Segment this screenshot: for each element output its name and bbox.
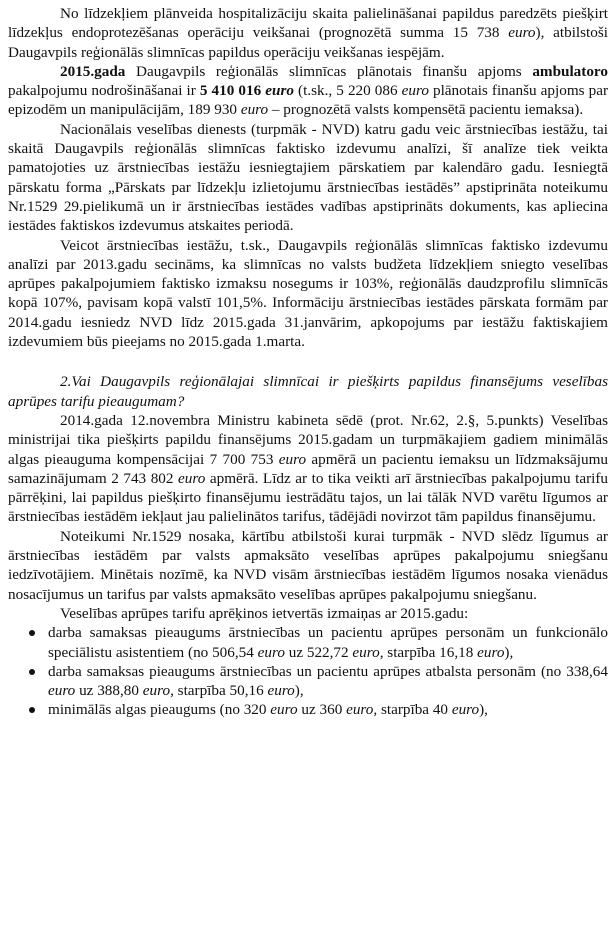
text-run: minimālās algas pieaugums (no 320 [48, 701, 271, 719]
italic-text: euro [48, 682, 76, 700]
bullet-dot-icon [29, 630, 35, 636]
text-run: uz 360 [297, 701, 347, 719]
text-run: plānotais finanšu apjoms par epizodēm un manipulācijām, 189 930 [8, 82, 609, 119]
italic-text: euro [477, 643, 505, 661]
text-run: darba samaksas pieaugums ārstniecības un pacientu aprūpes personām un funkcionālo speciālistu asistentiem (no 506,54 [48, 624, 608, 661]
text-run: Veselības aprūpes tarifu aprēķinos ietvertās izmaiņas ar 2015.gadu: [60, 604, 469, 622]
bullet-dot-icon [29, 669, 35, 675]
text-run: ), [504, 643, 514, 661]
bold-text: 5 410 016 [199, 82, 266, 100]
italic-text: 2.Vai Daugavpils reģionālajai slimnīcai ir piešķirts papildus finansējums veselības aprūpes tarifu pieaugumam? [8, 373, 608, 410]
text-run: ), [294, 682, 304, 700]
text-run: , starpība 50,16 [170, 682, 268, 700]
italic-text: euro [352, 643, 380, 661]
text-run: apmērā un pacientu iemaksu un līdzmaksājumu samazinājumam 2 743 802 [8, 450, 608, 487]
text-run: darba samaksas pieaugums ārstniecības un pacientu aprūpes atbalsta personām (no 338,64 [48, 662, 608, 680]
text-run: Nacionālais veselības dienests (turpmāk - NVD) katru gadu veic ārstniecības iestāžu, tai skaitā Daugavpils reģionālās slimnīcas faktisko izdevumu analīzi, šī analīze tiek veikta pamatojoties uz ārstniecības iestāžu iesniegtajiem pārskatiem par kalendāro gadu. Iesniegtā pārskatu forma „Pārskats par līdzekļu izlietojumu ārstniecības iestādēs” apstiprināta noteikumu Nr.1529 29.pielikumā un ir ārstniecības iestādes vadības apstiprināts dokuments, kas apliecina iestādes faktiskos izdevumus atskaites periodā. [8, 120, 608, 235]
bullet-dot-icon [29, 707, 35, 713]
text-run: ), atbilstoši Daugavpils reģionālās slimnīcas papildus operāciju veikšanas iespējām. [8, 24, 608, 61]
text-run: Noteikumi Nr.1529 nosaka, kārtību atbilstoši kurai turpmāk - NVD slēdz līgumus ar ārstniecības iestādēm par valsts apmaksāto veselības aprūpes pakalpojumu sniegšanu iedzīvotājiem. Minētais nozīmē, ka NVD visām ārstniecības iestādēm līgumos nosaka vienādus nosacījumus un tarifus par valsts apmaksāto veselības aprūpes pakalpojumu sniegšanu. [8, 527, 608, 603]
paragraph [8, 120, 608, 236]
italic-text: euro [178, 469, 206, 487]
italic-text: euro [346, 701, 374, 719]
text-run: Daugavpils reģionālās slimnīcas plānotais finanšu apjoms [125, 62, 533, 80]
tariff-changes-list [8, 623, 608, 719]
text-run: pakalpojumu nodrošināšanai ir [8, 82, 200, 100]
paragraph [8, 604, 608, 623]
question-heading [8, 372, 608, 411]
italic-text: euro [270, 701, 298, 719]
text-run: ), [479, 701, 488, 719]
italic-text: euro [142, 682, 171, 700]
text-run: 2014.gada 12.novembra Ministru kabineta sēdē (prot. Nr.62, 2.§, 5.punkts) Veselības ministrijai tika piešķirts papildu finansējums 2015.gadam un turpmākajiem gadiem minimālās algas pieauguma kompensācijai 7 700 753 [8, 411, 608, 468]
text-run: (t.sk., 5 220 086 [293, 82, 402, 100]
text-run: uz 388,80 [75, 682, 143, 700]
text-run: Veicot ārstniecības iestāžu, t.sk., Daugavpils reģionālās slimnīcas faktisko izdevumu analīzi par 2013.gadu secināms, ka slimnīcas no valsts budžeta līdzekļiem sniegto veselības aprūpes pakalpojumiem faktisko izmaksu nosegums ir 103%, reģionālās daudzprofilu slimnīcās kopā 107%, pavisam kopā valstī 101,5%. Informāciju ārstniecības iestādes pārskata formām par 2014.gadu iesniedz NVD līdz 2015.gada 31.janvārim, apkopojums par iestāžu faktiskajiem izdevumiem būs pieejams no 2015.gada 1.marta. [8, 236, 608, 351]
paragraph [8, 236, 608, 352]
bullet-item [8, 700, 608, 719]
bold-text: 2015.gada [60, 62, 126, 80]
paragraph [8, 411, 608, 527]
paragraph [8, 4, 608, 62]
text-run: apmērā. Līdz ar to tika veikti arī ārstniecības pakalpojumu tarifu pārrēķini, lai papildus piešķirto finansējumu iestrādātu tajos, un lai tālāk NVD varētu līgumos ar ārstniecības iestādēm iekļaut jau palielinātos tarifus, tādējādi novirzot tām papildus finansējumu. [8, 469, 608, 526]
italic-text: euro [401, 82, 429, 100]
bold-text: ambulatoro [532, 62, 608, 80]
text-run: uz 522,72 [284, 643, 353, 661]
text-run: – prognozētā valsts kompensētā pacientu iemaksa). [268, 101, 584, 119]
text-run: , starpība 40 [373, 701, 452, 719]
italic-text: euro [240, 101, 269, 119]
text-run: No līdzekļiem plānveida hospitalizāciju skaita palielināšanai papildus paredzēts piešķirt līdzekļus endoprotezēšanas operāciju veikšanai (prognozētā summa 15 738 [8, 5, 608, 42]
paragraph [8, 527, 608, 604]
italic-text: euro [508, 24, 536, 42]
document-body [8, 4, 608, 623]
bullet-item [8, 623, 608, 662]
paragraph [8, 62, 608, 120]
bullet-item [8, 662, 608, 701]
text-run: , starpība 16,18 [379, 643, 478, 661]
italic-text: euro [267, 682, 295, 700]
italic-text: euro [278, 450, 307, 468]
italic-text: euro [451, 701, 480, 719]
italic-text: euro [257, 643, 285, 661]
bold-italic-text: euro [265, 82, 294, 100]
